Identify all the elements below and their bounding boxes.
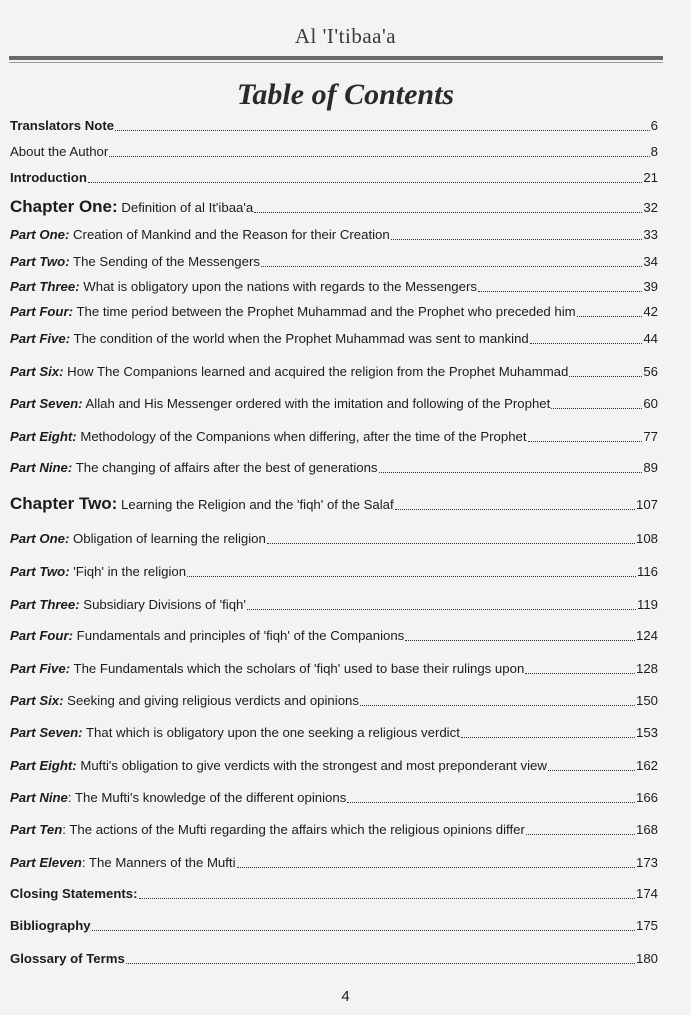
toc-page-number: 124 — [635, 628, 658, 643]
toc-entry — [10, 460, 658, 476]
toc-entry-label — [10, 429, 527, 445]
toc-entry — [10, 396, 658, 412]
toc-entry-label — [10, 531, 266, 547]
dot-leader — [577, 316, 643, 317]
toc-entry-label — [10, 790, 346, 806]
toc-entry-text: The condition of the world when the Prophet Muhammad was sent to mankind — [70, 331, 529, 346]
toc-entry-label — [10, 758, 547, 774]
toc-entry-text: Fundamentals and principles of 'fiqh' of the Companions — [73, 628, 405, 643]
dot-leader — [548, 770, 635, 771]
toc-chapter-entry — [10, 495, 658, 513]
toc-entry-text: Glossary of Terms — [10, 951, 125, 966]
dot-leader — [115, 130, 650, 131]
toc-page-number: 6 — [650, 118, 658, 133]
toc-entry-label — [10, 918, 91, 934]
toc-entry-text: The time period between the Prophet Muhammad and the Prophet who preceded him — [73, 304, 576, 319]
part-prefix: Part Ten — [10, 822, 63, 837]
toc-entry-label — [10, 951, 125, 967]
toc-page-number: 162 — [635, 758, 658, 773]
part-prefix: Part Nine: — [10, 460, 73, 475]
toc-entry-label — [10, 118, 114, 134]
part-prefix: Part Five: — [10, 331, 71, 346]
dot-leader — [237, 867, 635, 868]
dot-leader — [461, 737, 635, 738]
toc-page-number: 174 — [635, 886, 658, 901]
toc-entry-text: Definition of al It'ibaa'a — [117, 200, 254, 215]
dot-leader — [530, 343, 643, 344]
toc-entry-label — [10, 460, 378, 476]
toc-entry — [10, 144, 658, 160]
toc-entry-label — [10, 886, 138, 902]
toc-entry-label — [10, 254, 260, 270]
toc-entry-text: Mufti's obligation to give verdicts with the strongest and most preponderant view — [76, 758, 547, 773]
toc-page-number: 128 — [635, 661, 658, 676]
toc-entry-text: About the Author — [10, 144, 109, 159]
toc-page-number: 34 — [643, 254, 658, 269]
part-prefix: Part One: — [10, 531, 70, 546]
toc-entry-text: The Fundamentals which the scholars of 'fiqh' used to base their rulings upon — [70, 661, 525, 676]
toc-entry-label — [10, 564, 186, 580]
toc-page-number: 153 — [635, 725, 658, 740]
toc-page-number: 44 — [643, 331, 658, 346]
part-prefix: Part Four: — [10, 628, 74, 643]
dot-leader — [247, 609, 636, 610]
toc-entry — [10, 118, 658, 134]
toc-entry — [10, 628, 658, 644]
toc-page-number: 89 — [643, 460, 658, 475]
dot-leader — [551, 408, 642, 409]
part-prefix: Part Eight: — [10, 758, 77, 773]
toc-entry — [10, 951, 658, 967]
chapter-prefix: Chapter One: — [10, 197, 118, 216]
toc-entry — [10, 597, 658, 613]
toc-entry — [10, 661, 658, 677]
toc-page-number: 33 — [643, 227, 658, 242]
toc-entry-text: Creation of Mankind and the Reason for their Creation — [69, 227, 390, 242]
part-prefix: Part Eight: — [10, 429, 77, 444]
dot-leader — [526, 834, 635, 835]
toc-page-number: 175 — [635, 918, 658, 933]
dot-leader — [267, 543, 635, 544]
dot-leader — [261, 266, 642, 267]
dot-leader — [395, 509, 635, 510]
part-prefix: Part Seven: — [10, 396, 83, 411]
part-prefix: Part Three: — [10, 597, 80, 612]
toc-page-number: 42 — [643, 304, 658, 319]
toc-entry — [10, 170, 658, 186]
toc-entry-text: Obligation of learning the religion — [69, 531, 266, 546]
part-prefix: Part Six: — [10, 364, 64, 379]
toc-entry-label — [10, 495, 394, 513]
toc-entry-label — [10, 279, 477, 295]
toc-entry — [10, 693, 658, 709]
dot-leader — [347, 802, 635, 803]
dot-leader — [139, 898, 635, 899]
toc-entry-text: Methodology of the Companions when differing, after the time of the Prophet — [76, 429, 527, 444]
toc-entry-text: : The Mufti's knowledge of the different opinions — [67, 790, 347, 805]
toc-entry — [10, 855, 658, 871]
dot-leader — [379, 472, 643, 473]
part-prefix: Part Two: — [10, 254, 70, 269]
toc-entry — [10, 758, 658, 774]
toc-entry-text: That which is obligatory upon the one seeking a religious verdict — [82, 725, 460, 740]
toc-page-number: 56 — [643, 364, 658, 379]
toc-page-number: 116 — [636, 564, 658, 579]
part-prefix: Part Eleven — [10, 855, 82, 870]
part-prefix: Part Three: — [10, 279, 80, 294]
toc-entry-text: : The actions of the Mufti regarding the affairs which the religious opinions differ — [62, 822, 525, 837]
dot-leader — [187, 576, 636, 577]
toc-entry — [10, 725, 658, 741]
toc-entry-label — [10, 170, 87, 186]
toc-entry-text: : The Manners of the Mufti — [81, 855, 236, 870]
toc-entry-label — [10, 304, 576, 320]
toc-entry — [10, 822, 658, 838]
toc-chapter-entry — [10, 198, 658, 216]
toc-entry-text: How The Companions learned and acquired the religion from the Prophet Muhammad — [63, 364, 569, 379]
toc-page-number: 173 — [635, 855, 658, 870]
toc-entry-text: Seeking and giving religious verdicts and opinions — [63, 693, 359, 708]
toc-entry — [10, 331, 658, 347]
toc-page-number: 180 — [635, 951, 658, 966]
toc-entry — [10, 886, 658, 902]
part-prefix: Part One: — [10, 227, 70, 242]
dot-leader — [478, 291, 642, 292]
part-prefix: Part Six: — [10, 693, 64, 708]
dot-leader — [525, 673, 635, 674]
part-prefix: Part Nine — [10, 790, 68, 805]
dot-leader — [569, 376, 642, 377]
toc-entry-text: The Sending of the Messengers — [69, 254, 260, 269]
dot-leader — [528, 441, 643, 442]
part-prefix: Part Five: — [10, 661, 71, 676]
dot-leader — [360, 705, 635, 706]
toc-page-number: 8 — [650, 144, 658, 159]
dot-leader — [254, 212, 642, 213]
toc-entry-text: What is obligatory upon the nations with regards to the Messengers — [79, 279, 477, 294]
part-prefix: Part Two: — [10, 564, 70, 579]
running-header: Al 'I'tibaa'a — [294, 24, 397, 48]
dot-leader — [109, 156, 649, 157]
toc-entry — [10, 564, 658, 580]
toc-page-number: 108 — [635, 531, 658, 546]
toc-page-number: 32 — [643, 200, 658, 215]
toc-entry — [10, 429, 658, 445]
toc-entry-label — [10, 198, 253, 216]
toc-page-number: 107 — [635, 497, 658, 512]
toc-page-number: 150 — [635, 693, 658, 708]
toc-page-number: 119 — [636, 597, 658, 612]
toc-entry-label — [10, 661, 524, 677]
dot-leader — [92, 930, 635, 931]
toc-entry-text: Bibliography — [10, 918, 91, 933]
page-number: 4 — [341, 988, 350, 1005]
dot-leader — [88, 182, 642, 183]
toc-entry-text: Introduction — [10, 170, 87, 185]
toc-entry-text: The changing of affairs after the best of generations — [72, 460, 378, 475]
dot-leader — [405, 640, 635, 641]
dot-leader — [126, 963, 635, 964]
toc-page-number: 168 — [635, 822, 658, 837]
toc-entry — [10, 531, 658, 547]
toc-entry-label — [10, 144, 108, 160]
toc-entry-text: Allah and His Messenger ordered with the imitation and following of the Prophet — [82, 396, 551, 411]
toc-entry-text: Learning the Religion and the 'fiqh' of the Salaf — [117, 497, 394, 512]
toc-entry-text: Closing Statements: — [10, 886, 138, 901]
toc-entry — [10, 227, 658, 243]
toc-page-number: 60 — [643, 396, 658, 411]
toc-entry-label — [10, 597, 246, 613]
toc-entry-label — [10, 693, 359, 709]
toc-page-number: 39 — [643, 279, 658, 294]
toc-entry-label — [10, 331, 529, 347]
toc-entry-label — [10, 855, 236, 871]
part-prefix: Part Seven: — [10, 725, 83, 740]
page-title: Table of Contents — [236, 78, 455, 111]
toc-page-number: 77 — [643, 429, 658, 444]
toc-entry-label — [10, 628, 404, 644]
toc-entry — [10, 254, 658, 270]
toc-entry-label — [10, 822, 525, 838]
part-prefix: Part Four: — [10, 304, 74, 319]
toc-entry-label — [10, 725, 460, 741]
toc-entry — [10, 304, 658, 320]
toc-entry — [10, 364, 658, 380]
toc-entry-label — [10, 396, 550, 412]
toc-entry-label — [10, 227, 390, 243]
toc-entry-text: Subsidiary Divisions of 'fiqh' — [79, 597, 246, 612]
toc-page-number: 21 — [643, 170, 658, 185]
toc-entry-text: 'Fiqh' in the religion — [69, 564, 187, 579]
dot-leader — [391, 239, 643, 240]
toc-entry — [10, 279, 658, 295]
toc-entry-text: Translators Note — [10, 118, 115, 133]
toc-entry — [10, 918, 658, 934]
chapter-prefix: Chapter Two: — [10, 494, 118, 513]
toc-page-number: 166 — [635, 790, 658, 805]
toc-entry — [10, 790, 658, 806]
toc-entry-label — [10, 364, 568, 380]
